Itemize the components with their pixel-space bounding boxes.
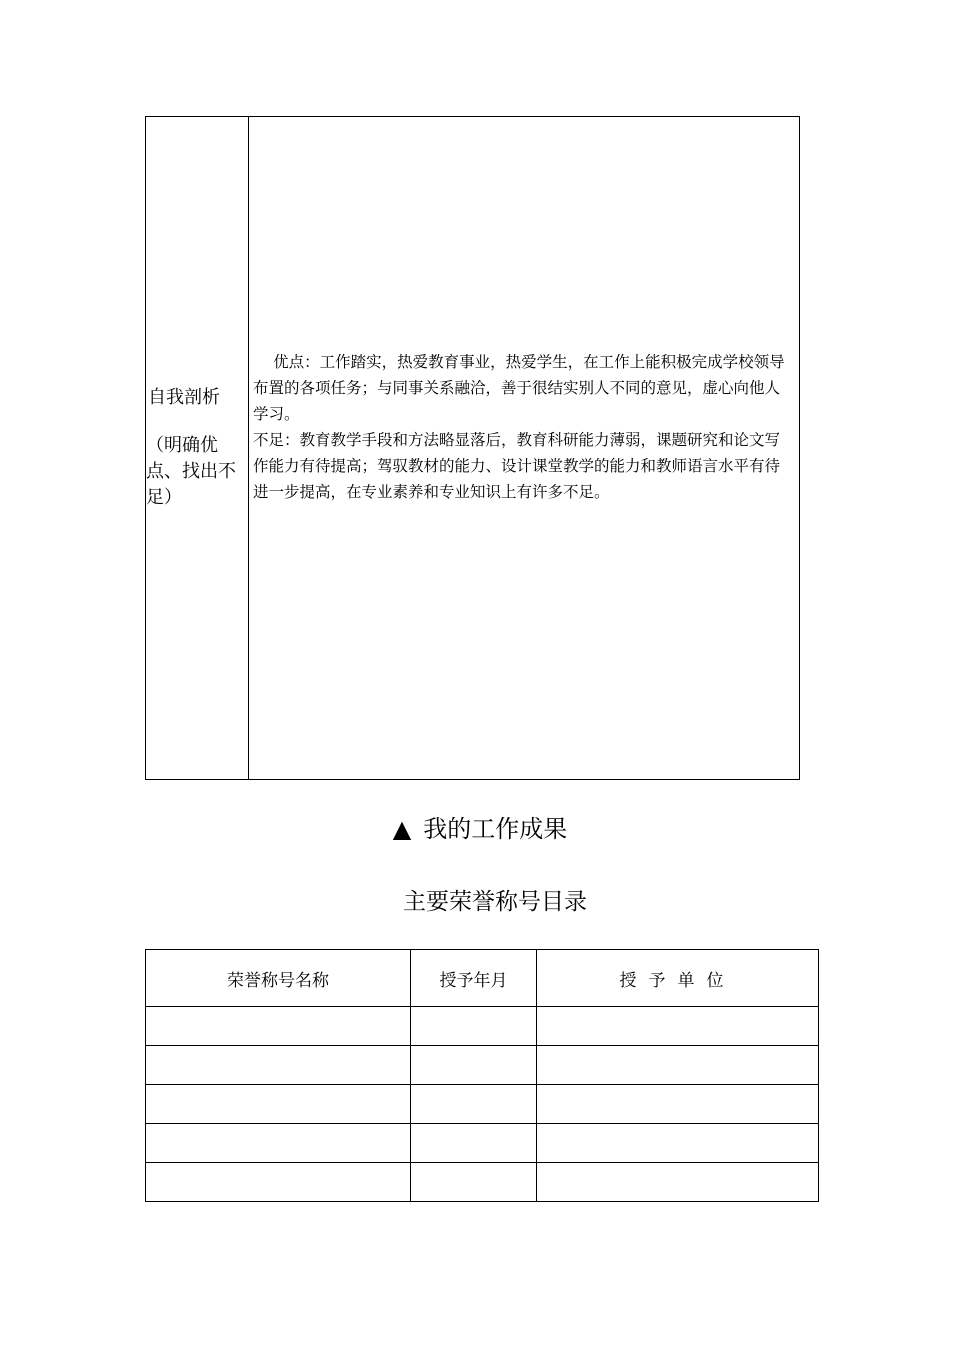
award-unit-cell bbox=[537, 1046, 819, 1085]
self-analysis-content-cell bbox=[249, 117, 799, 779]
award-date-cell bbox=[411, 1046, 537, 1085]
header-award-date: 授予年月 bbox=[411, 950, 537, 1007]
honor-list-title: 主要荣誉称号目录 bbox=[403, 889, 587, 915]
honor-name-cell bbox=[146, 1046, 411, 1085]
header-honor-name: 荣誉称号名称 bbox=[146, 950, 411, 1007]
award-date-cell bbox=[411, 1085, 537, 1124]
table-row bbox=[146, 1007, 819, 1046]
self-analysis-text bbox=[253, 349, 793, 505]
section-heading bbox=[0, 812, 960, 846]
self-analysis-label: 自我剖析 bbox=[148, 387, 220, 408]
triangle-marker-icon: ▲ bbox=[392, 815, 412, 843]
award-unit-cell bbox=[537, 1124, 819, 1163]
award-date-cell bbox=[411, 1007, 537, 1046]
table-row bbox=[146, 1046, 819, 1085]
strengths-paragraph: 优点：工作踏实，热爱教育事业，热爱学生，在工作上能积极完成学校领导布置的各项任务；与同事关系融洽，善于很结实别人不同的意见，虚心向他人学习。 bbox=[253, 353, 785, 423]
honor-name-cell bbox=[146, 1085, 411, 1124]
honor-name-cell bbox=[146, 1124, 411, 1163]
award-date-cell bbox=[411, 1124, 537, 1163]
award-unit-cell bbox=[537, 1085, 819, 1124]
honor-table-header-row bbox=[146, 950, 819, 1007]
honor-name-cell bbox=[146, 1163, 411, 1202]
award-unit-cell bbox=[537, 1007, 819, 1046]
self-analysis-sublabel: （明确优 点、找出不 足） bbox=[146, 435, 236, 508]
self-analysis-table bbox=[145, 116, 800, 780]
table-row bbox=[146, 1124, 819, 1163]
self-analysis-label-cell bbox=[146, 117, 249, 779]
section-title: 我的工作成果 bbox=[423, 815, 568, 843]
honor-table bbox=[145, 949, 819, 1202]
award-date-cell bbox=[411, 1163, 537, 1202]
award-unit-cell bbox=[537, 1163, 819, 1202]
table-row bbox=[146, 1085, 819, 1124]
table-row bbox=[146, 1163, 819, 1202]
honor-name-cell bbox=[146, 1007, 411, 1046]
header-award-unit: 授予单位 bbox=[537, 950, 819, 1007]
weaknesses-paragraph: 不足：教育教学手段和方法略显落后，教育科研能力薄弱，课题研究和论文写作能力有待提高；驾驭教材的能力、设计课堂教学的能力和教师语言水平有待进一步提高，在专业素养和专业知识上有许多不足。 bbox=[253, 431, 781, 501]
